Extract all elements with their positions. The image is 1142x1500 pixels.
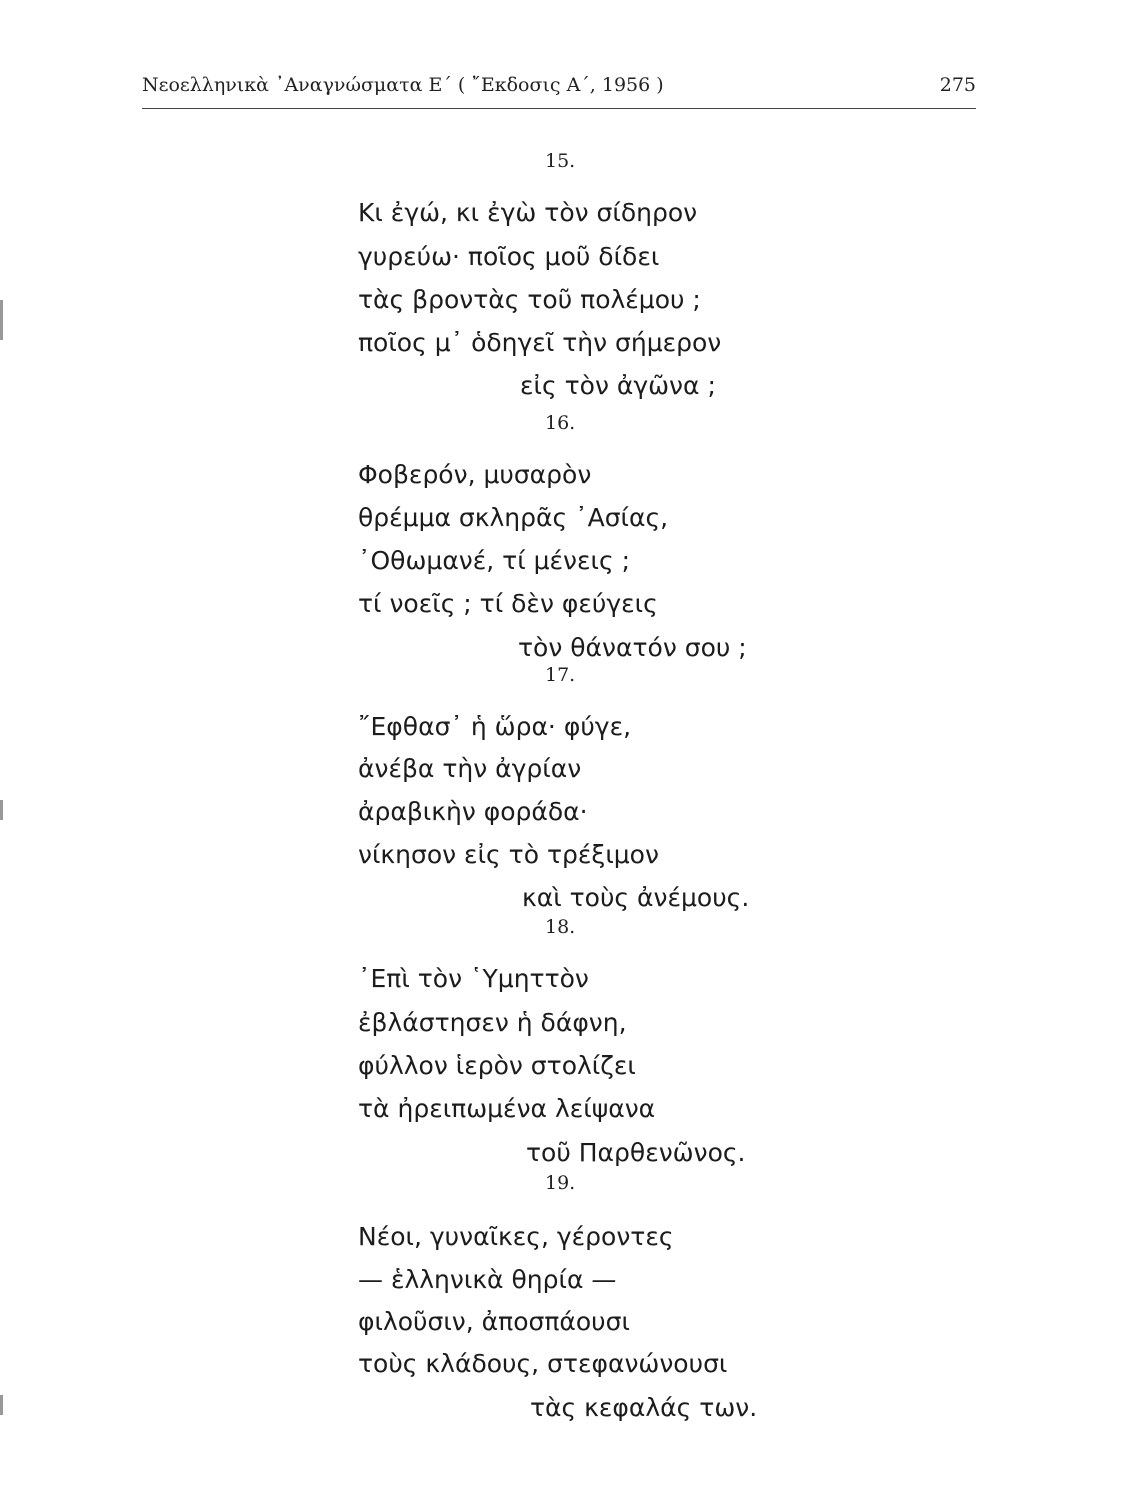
verse-line: ἐβλάστησεν ἡ δάφνη, xyxy=(358,1008,627,1037)
verse-line: Νέοι, γυναῖκες, γέροντες xyxy=(358,1222,674,1251)
verse-line: ᾿Οθωμανέ, τί μένεις ; xyxy=(358,546,631,575)
verse-line: τοὺς κλάδους, στεφανώνουσι xyxy=(358,1349,728,1378)
verse-line: τὰ ἠρειπωμένα λείψανα xyxy=(358,1094,656,1123)
verse-line: Κι ἐγώ, κι ἐγὼ τὸν σίδηρον xyxy=(358,198,698,227)
stanza-number: 19. xyxy=(545,1172,576,1194)
verse-line: ἀραβικὴν φοράδα· xyxy=(358,797,588,826)
verse-line-indented: εἰς τὸν ἀγῶνα ; xyxy=(520,371,716,400)
header-rule xyxy=(142,108,976,109)
verse-line: νίκησον εἰς τὸ τρέξιμον xyxy=(358,840,659,869)
scan-edge-mark xyxy=(0,300,3,340)
stanza-number: 18. xyxy=(545,916,576,938)
verse-line: θρέμμα σκληρᾶς ᾿Ασίας, xyxy=(358,503,669,532)
verse-line-indented: καὶ τοὺς ἀνέμους. xyxy=(522,883,750,912)
verse-line-indented: τὰς κεφαλάς των. xyxy=(530,1393,758,1422)
header-title: Νεοελληνικὰ ᾿Αναγνώσματα Ε΄ ( ῎Εκδοσις Α΄, 1956 ) xyxy=(142,74,664,96)
verse-line: ποῖος μ᾿ ὁδηγεῖ τὴν σήμερον xyxy=(358,328,722,357)
verse-line: Φοβερόν, μυσαρὸν xyxy=(358,460,592,489)
verse-line: ῎Εφθασ᾿ ἡ ὥρα· φύγε, xyxy=(358,712,632,741)
stanza-number: 16. xyxy=(545,412,576,434)
stanza-number: 17. xyxy=(545,664,576,686)
scan-edge-mark xyxy=(0,1395,3,1415)
verse-line-indented: τοῦ Παρθενῶνος. xyxy=(526,1138,746,1167)
running-header xyxy=(142,74,976,110)
verse-line: — ἑλληνικὰ θηρία — xyxy=(358,1265,617,1294)
verse-line-indented: τὸν θάνατόν σου ; xyxy=(518,633,747,662)
verse-line: ἀνέβα τὴν ἀγρίαν xyxy=(358,754,582,783)
verse-line: φύλλον ἱερὸν στολίζει xyxy=(358,1051,636,1080)
scan-edge-mark xyxy=(0,800,3,820)
page-number: 275 xyxy=(939,74,976,96)
verse-line: ᾿Επὶ τὸν ῾Υμηττὸν xyxy=(358,964,589,993)
verse-line: γυρεύω· ποῖος μοῦ δίδει xyxy=(358,242,660,271)
stanza-number: 15. xyxy=(545,150,576,172)
verse-line: τὰς βροντὰς τοῦ πολέμου ; xyxy=(358,285,701,314)
verse-line: τί νοεῖς ; τί δὲν φεύγεις xyxy=(358,589,658,618)
verse-line: φιλοῦσιν, ἀποσπάουσι xyxy=(358,1307,630,1336)
